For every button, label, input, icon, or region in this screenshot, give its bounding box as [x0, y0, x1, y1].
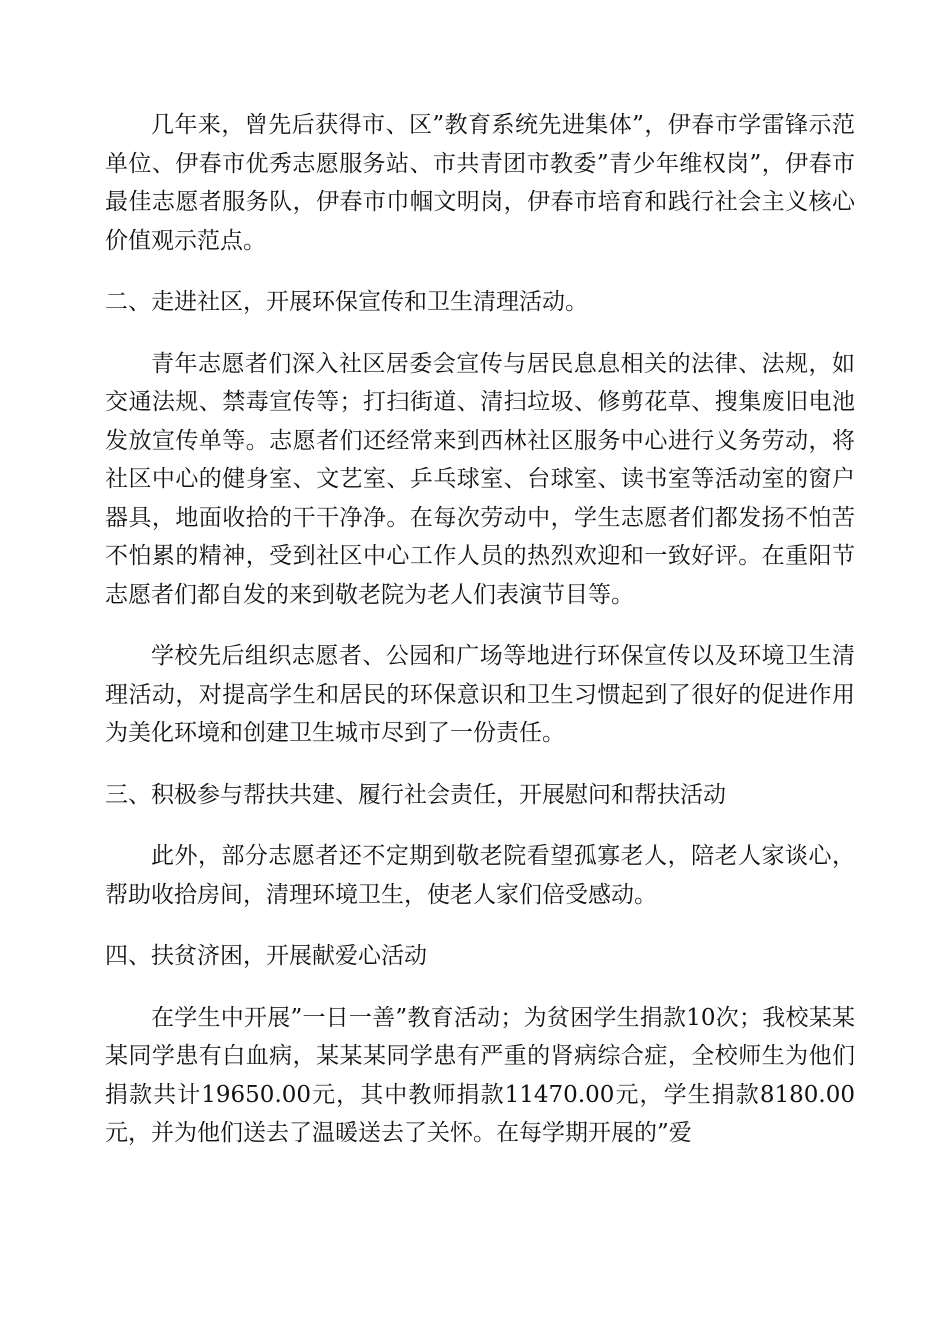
section-heading-charity: 四、扶贫济困，开展献爱心活动	[105, 943, 427, 969]
paragraph-donations: 在学生中开展”一日一善”教育活动；为贫困学生捐款10次；我校某某某同学患有白血病，某某某同学患有严重的肾病综合症，全校师生为他们捐款共计19650.00元，其中教师捐款11470.00元，学生捐款8180.00元，并为他们送去了温暖送去了关怀。在每学期开展的”爱	[105, 1004, 855, 1146]
section-heading-assistance: 三、积极参与帮扶共建、履行社会责任，开展慰问和帮扶活动	[105, 781, 726, 808]
paragraph-elderly-visits: 此外，部分志愿者还不定期到敬老院看望孤寡老人，陪老人家谈心，帮助收拾房间，清理环境卫生，使老人家们倍受感动。	[105, 843, 855, 908]
paragraph-community-service: 青年志愿者们深入社区居委会宣传与居民息息相关的法律、法规，如交通法规、禁毒宣传等；打扫街道、清扫垃圾、修剪花草、搜集废旧电池发放宣传单等。志愿者们还经常来到西林社区服务中心进行义务劳动，将社区中心的健身室、文艺室、乒乓球室、台球室、读书室等活动室的窗户器具，地面收拾的干干净净。在每次劳动中，学生志愿者们都发扬不怕苦不怕累的精神，受到社区中心工作人员的热烈欢迎和一致好评。在重阳节志愿者们都自发的来到敬老院为老人们表演节目等。	[105, 350, 855, 608]
document-body	[105, 106, 855, 1176]
section-heading-community: 二、走进社区，开展环保宣传和卫生清理活动。	[105, 289, 588, 315]
paragraph-honors: 几年来，曾先后获得市、区”教育系统先进集体”，伊春市学雷锋示范单位、伊春市优秀志愿服务站、市共青团市教委”青少年维权岗”，伊春市最佳志愿者服务队，伊春市巾帼文明岗，伊春市培育和践行社会主义核心价值观示范点。	[105, 112, 855, 254]
paragraph-environment: 学校先后组织志愿者、公园和广场等地进行环保宣传以及环境卫生清理活动，对提高学生和居民的环保意识和卫生习惯起到了很好的促进作用为美化环境和创建卫生城市尽到了一份责任。	[105, 643, 855, 746]
